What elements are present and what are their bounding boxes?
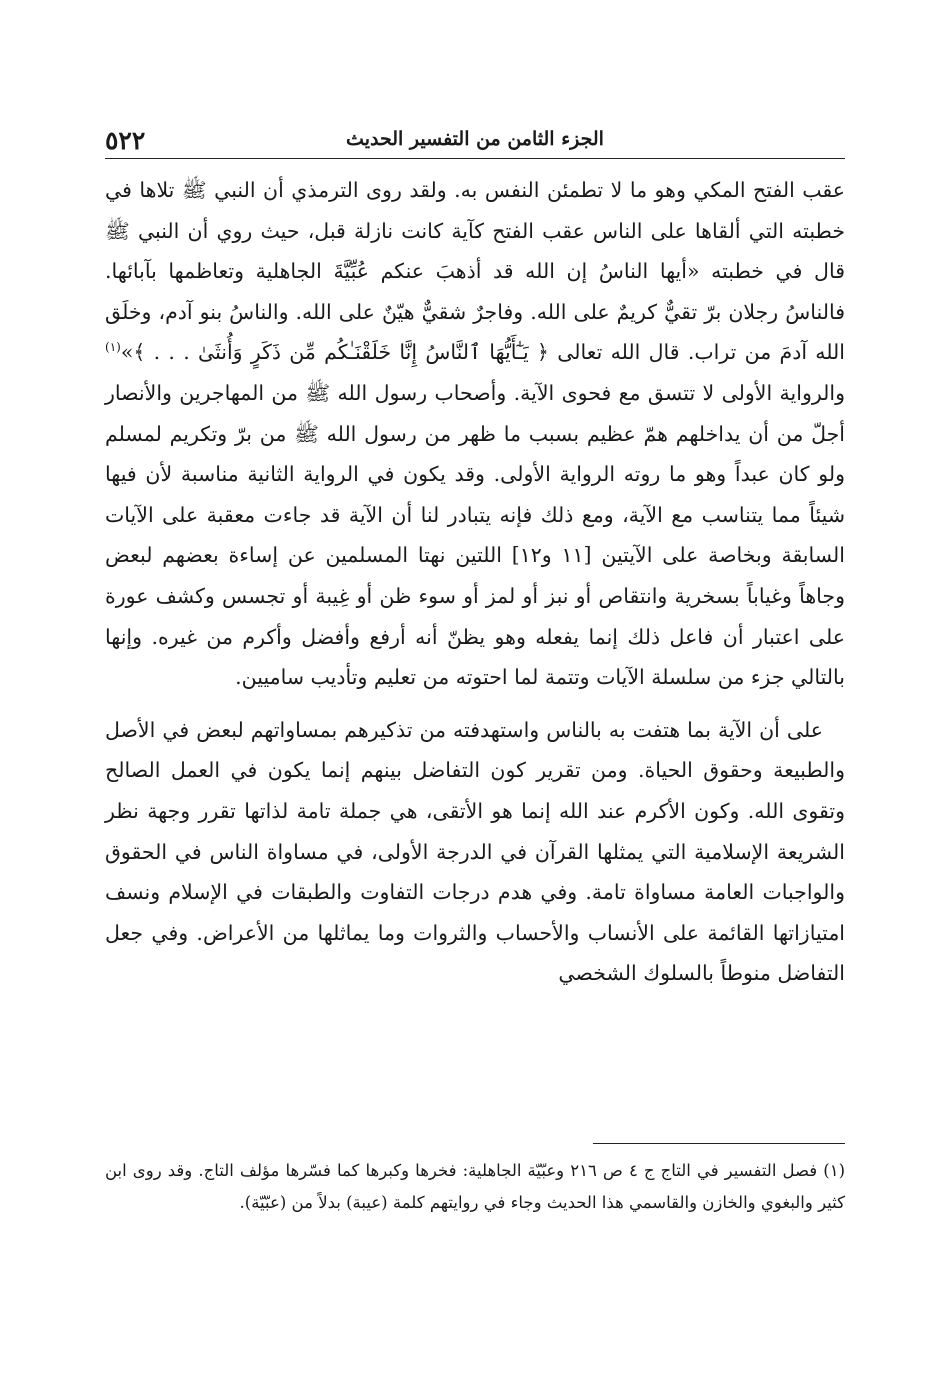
main-text: [105, 170, 845, 994]
footnote-divider: [593, 1143, 845, 1144]
footnotes: [105, 1155, 845, 1219]
footnote-reference: (١): [105, 340, 121, 355]
footnote: (١) فصل التفسير في التاج ج ٤ ص ٢١٦ وعبّيّة الجاهلية: فخرها وكبرها كما فسّرها مؤلف التاج. وقد روى ابن كثير والبغوي والخازن والقاسمي هذا الحديث وجاء في روايتهم كلمة (عيبة) بدلاً من (عبّيّة).: [105, 1161, 845, 1212]
paragraph-text: عقب الفتح المكي وهو ما لا تطمئن النفس به. ولقد روى الترمذي أن النبي ﷺ تلاها في خطبته التي ألقاها على الناس عقب الفتح كآية كانت نازلة قبل، حيث روي أن النبي ﷺ قال في خطبته «أيها الناسُ إن الله قد أذهبَ عنكم عُبِّيَّةَ الجاهلية وتعاظمها بآبائها. فالناسُ رجلان برّ تقيٌّ كريمٌ على الله. وفاجرٌ شقيٌّ هيّنٌ على الله. والناسُ بنو آدم، وخلَق الله آدمَ من تراب. قال الله تعالى ﴿ يَـٰٓأَيُّهَا ٱلنَّاسُ إِنَّا خَلَقْنَـٰكُم مِّن ذَكَرٍ وَأُنثَىٰ . . . ﴾»: [105, 178, 845, 365]
paragraph: [105, 170, 845, 698]
paragraph: على أن الآية بما هتفت به بالناس واستهدفته من تذكيرهم بمساواتهم لبعض في الأصل والطبيعة وحقوق الحياة. ومن تقرير كون التفاضل بينهم إنما يكون في العمل الصالح وتقوى الله. وكون الأكرم عند الله إنما هو الأتقى، هي جملة تامة لذاتها تقرر وجهة نظر الشريعة الإسلامية التي يمثلها القرآن في الدرجة الأولى، في مساواة الناس في الحقوق والواجبات العامة مساواة تامة. وفي هدم درجات التفاوت والطبقات في الإسلام ونسف امتيازاتها القائمة على الأنساب والأحساب والثروات وما يماثلها من الأعراض. وفي جعل التفاضل منوطاً بالسلوك الشخصي: [105, 717, 845, 986]
page-header: [105, 124, 845, 158]
paragraph-text: والرواية الأولى لا تتسق مع فحوى الآية. وأصحاب رسول الله ﷺ من المهاجرين والأنصار أجلّ من أن يداخلهم همّ عظيم بسبب ما ظهر من رسول الله ﷺ من برّ وتكريم لمسلم ولو كان عبداً وهو ما روته الرواية الأولى. وقد يكون في الرواية الثانية مناسبة لأن فيها شيئاً مما يتناسب مع الآية، ومع ذلك فإنه يتبادر لنا أن الآية قد جاءت معقبة على الآيات السابقة وبخاصة على الآيتين [١١ و١٢] اللتين نهتا المسلمين عن إساءة بعضهم لبعض وجاهاً وغياباً بسخرية وانتقاص أو نبز أو لمز أو سوء ظن أو غِيبة أو تجسس وكشف عورة على اعتبار أن فاعل ذلك إنما يفعله وهو يظنّ أنه أرفع وأفضل وأكرم من غيره. وإنها بالتالي جزء من سلسلة الآيات وتتمة لما احتوته من تعليم وتأديب ساميين.: [105, 380, 845, 690]
header-divider: [105, 158, 845, 159]
running-title: الجزء الثامن من التفسير الحديث: [346, 128, 604, 150]
page-number: ٥٢٢: [105, 126, 146, 155]
